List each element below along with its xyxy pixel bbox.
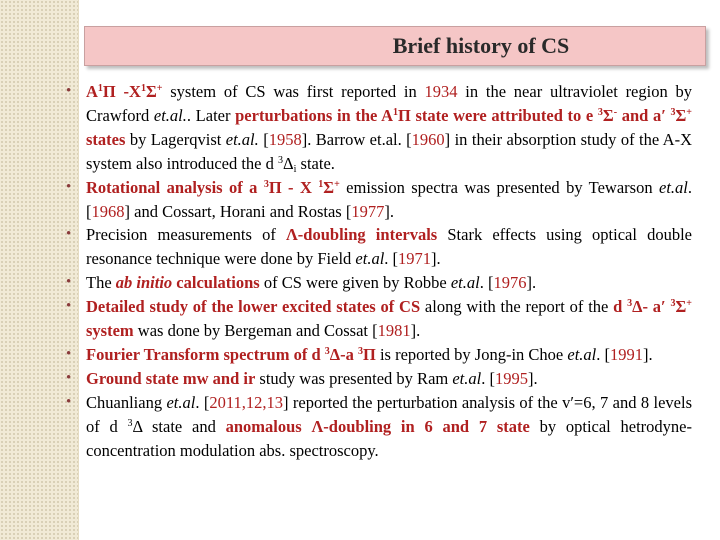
bullet-icon: • [66, 369, 72, 386]
et-al: et.al [450, 273, 480, 293]
text-segment: along with the report of the [420, 297, 614, 317]
history-bullet-list [66, 80, 692, 463]
highlight-lambda-doubling: Λ-doubling intervals [285, 225, 438, 245]
highlight-ab-initio: ab initio [115, 273, 173, 293]
year: 1958 [268, 129, 302, 149]
year: 1934 [424, 82, 458, 101]
text-segment: Stark effects using optical double resonance technique were done by Field [86, 225, 692, 269]
bullet-icon: • [66, 83, 72, 99]
list-item [66, 271, 692, 295]
year: 1968 [91, 201, 125, 221]
highlight-anomalous-lambda-doubling: anomalous Λ-doubling in 6 and 7 state [225, 416, 530, 436]
text-segment: ]. [410, 321, 421, 341]
et-al: et.al [355, 249, 385, 269]
slide-title-banner [84, 26, 706, 66]
bullet-icon: • [66, 274, 72, 291]
list-item [66, 367, 692, 391]
highlight-ground-state: Ground state mw and ir [86, 368, 256, 388]
superscript: 3 [278, 154, 284, 166]
et-al: et.al [567, 344, 597, 364]
text-segment: Δ [283, 153, 294, 173]
bullet-icon: • [66, 393, 72, 410]
highlight-detailed-study: Detailed study of the lower excited states of CS [86, 297, 421, 317]
year: 1971 [398, 249, 432, 269]
text-segment: ] in their absorption study of the A-X system also introduced the d [86, 129, 692, 173]
text-segment: ]. [384, 201, 394, 221]
bullet-icon: • [66, 226, 72, 243]
text-segment: . [ [479, 273, 494, 293]
subscript: i [293, 163, 297, 175]
list-item [66, 295, 692, 343]
bullet-icon: • [66, 178, 72, 195]
et-al: et.al [166, 392, 196, 412]
text-segment: Δ state and [132, 416, 226, 436]
text-segment: ]. [643, 344, 653, 364]
text-segment: by optical hetrodyne-concentration modulation abs. spectroscopy. [86, 416, 692, 460]
year: 1976 [493, 273, 527, 293]
text-segment: is reported by Jong-in Choe [375, 344, 568, 364]
text-segment: state. [296, 153, 335, 173]
text-segment: . [ [596, 344, 611, 364]
et-al: et.al. [153, 105, 187, 125]
highlight-system: d $^3$Δ- a′ $^3$Σ+ system [86, 297, 692, 341]
text-segment: emission spectra was presented by Tewarson [339, 177, 659, 197]
transition-label: $A^1\Pi$ $-X^1\Sigma^+$ [86, 82, 163, 101]
text-segment: ]. [527, 368, 538, 388]
year: 1995 [494, 368, 528, 388]
text-segment: The [86, 273, 116, 293]
bullet-icon: • [66, 345, 72, 362]
text-segment: ] reported the perturbation analysis of the v′=6, 7 and 8 levels of d [86, 392, 692, 436]
highlight-fourier-transform: Fourier Transform spectrum of d $^3$Δ-a $^3$Π [86, 344, 376, 364]
highlight-rotational-analysis: Rotational analysis of a $^3$Π - X $^1$Σ+ [86, 177, 340, 197]
text-segment: was done by Bergeman and Cossat [ [133, 321, 378, 341]
slide-title: Brief history of CS [392, 33, 570, 58]
text-segment: ]. [431, 249, 441, 269]
et-al: et.al [659, 177, 688, 197]
list-item [66, 80, 692, 176]
bullet-icon: • [66, 298, 72, 315]
text-segment: by Lagerqvist [125, 129, 226, 149]
year: 1991 [610, 344, 644, 364]
text-segment: [ [258, 129, 269, 149]
year: 2011,12,13 [209, 392, 283, 412]
text-segment: Chuanliang [86, 392, 167, 412]
text-segment: in the near ultraviolet region by Crawford [86, 82, 692, 125]
text-segment: . [ [481, 368, 495, 388]
et-al: et.al. [225, 129, 259, 149]
year: 1960 [411, 129, 445, 149]
text-segment: system of CS was first reported in [162, 82, 425, 101]
text-segment: . [ [384, 249, 399, 269]
superscript: 3 [127, 417, 133, 429]
year: 1977 [351, 201, 385, 221]
text-segment: ]. Barrow et.al. [ [301, 129, 412, 149]
text-segment: Precision measurements of [86, 225, 286, 245]
text-segment: ]. [526, 273, 537, 293]
list-item [66, 176, 692, 224]
text-segment: of CS were given by Robbe [259, 273, 451, 293]
text-segment: . [ [195, 392, 210, 412]
list-item [66, 343, 692, 367]
year: 1981 [377, 321, 411, 341]
highlight-perturbations: perturbations in the $A^1\Pi$ state were attributed to e $^3$Σ- and a′ $^3$Σ+ states [86, 105, 692, 149]
et-al: et.al [452, 368, 482, 388]
text-segment: ] and Cossart, Horani and Rostas [ [124, 201, 352, 221]
list-item [66, 391, 692, 463]
text-segment: . [ [86, 177, 692, 221]
list-item [66, 223, 692, 271]
highlight-calculations: calculations [172, 273, 260, 293]
text-segment: study was presented by Ram [255, 368, 453, 388]
text-segment: . Later [186, 105, 236, 125]
